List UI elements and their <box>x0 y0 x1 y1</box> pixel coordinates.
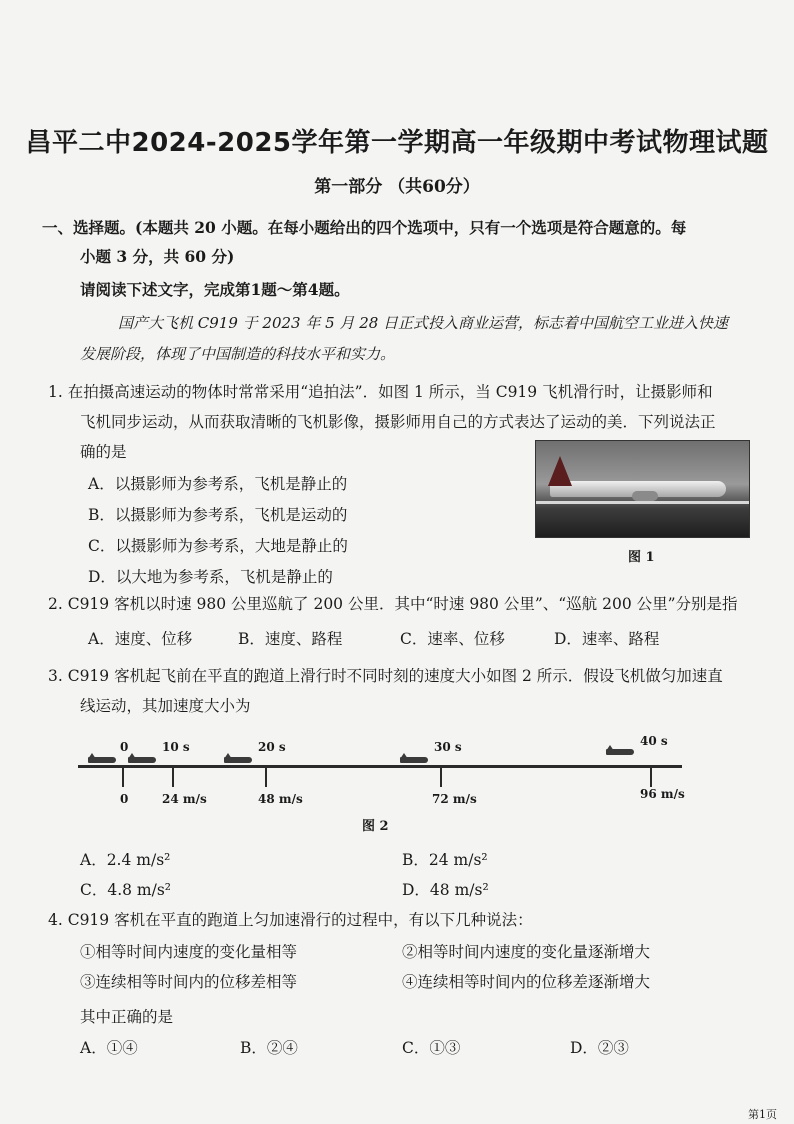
time-label-40: 40 s <box>640 734 668 748</box>
section-heading-line2: 小题 3 分，共 60 分) <box>80 247 235 266</box>
exam-title: 昌平二中2024-2025学年第一学期高一年级期中考试物理试题 <box>25 128 769 158</box>
figure2-label: 图 2 <box>362 819 389 834</box>
reading-instruction: 请阅读下述文字，完成第1题～第4题。 <box>80 280 350 299</box>
q4-statement-1: ①相等时间内速度的变化量相等 <box>80 943 298 961</box>
tick-10s <box>172 767 174 787</box>
section-heading-line1: 一、选择题。(本题共 20 小题。在每小题给出的四个选项中，只有一个选项是符合题意的。每 <box>42 218 687 237</box>
q2-stem: 2. C919 客机以时速 980 公里巡航了 200 公里．其中“时速 980 公里”、“巡航 200 公里”分别是指 <box>48 595 738 613</box>
q2-option-d: D．速率、路程 <box>554 630 660 648</box>
figure1-label: 图 1 <box>628 550 655 565</box>
q2-option-c: C．速率、位移 <box>400 630 505 648</box>
time-label-0: 0 <box>120 740 129 754</box>
speed-label-0: 0 <box>120 792 129 806</box>
speed-label-72: 72 m/s <box>432 792 477 806</box>
tick-40s <box>650 767 652 787</box>
tick-0s <box>122 767 124 787</box>
q3-stem-line2: 线运动，其加速度大小为 <box>80 697 251 715</box>
q3-option-b: B．24 m/s² <box>402 851 488 869</box>
q1-option-a: A．以摄影师为参考系，飞机是静止的 <box>88 475 348 493</box>
passage-line2: 发展阶段，体现了中国制造的科技水平和实力。 <box>80 345 396 363</box>
q1-stem-line3: 确的是 <box>80 443 127 461</box>
q3-stem-line1: 3. C919 客机起飞前在平直的跑道上滑行时不同时刻的速度大小如图 2 所示．假设飞机做匀加速直 <box>48 667 723 685</box>
speed-label-48: 48 m/s <box>258 792 303 806</box>
speed-label-24: 24 m/s <box>162 792 207 806</box>
q4-option-a: A．①④ <box>80 1039 138 1057</box>
q1-option-c: C．以摄影师为参考系，大地是静止的 <box>88 537 348 555</box>
passage-line1: 国产大飞机 C919 于 2023 年 5 月 28 日正式投入商业运营，标志着中国航空工业进入快速 <box>118 314 729 332</box>
q2-option-a: A．速度、位移 <box>88 630 193 648</box>
time-label-10: 10 s <box>162 740 190 754</box>
q3-option-c: C．4.8 m/s² <box>80 881 172 899</box>
speed-label-96: 96 m/s <box>640 787 685 801</box>
q4-option-b: B．②④ <box>240 1039 298 1057</box>
q4-statement-3: ③连续相等时间内的位移差相等 <box>80 973 298 991</box>
plane-icon-40s <box>604 745 636 756</box>
q4-stem: 4. C919 客机在平直的跑道上匀加速滑行的过程中，有以下几种说法： <box>48 911 533 929</box>
q4-option-d: D．②③ <box>570 1039 629 1057</box>
page-number: 第1页 <box>748 1108 777 1121</box>
airplane-photo <box>535 440 750 538</box>
q4-statement-4: ④连续相等时间内的位移差逐渐增大 <box>402 973 651 991</box>
q4-correct-prompt: 其中正确的是 <box>80 1008 174 1026</box>
q3-option-a: A．2.4 m/s² <box>80 851 171 869</box>
plane-icon-0s <box>86 753 118 764</box>
q4-statement-2: ②相等时间内速度的变化量逐渐增大 <box>402 943 651 961</box>
plane-icon-20s <box>222 753 254 764</box>
time-label-30: 30 s <box>434 740 462 754</box>
q1-stem-line2: 飞机同步运动，从而获取清晰的飞机影像，摄影师用自己的方式表达了运动的美．下列说法正 <box>80 413 716 431</box>
tick-30s <box>440 767 442 787</box>
plane-icon-30s <box>398 753 430 764</box>
tick-20s <box>265 767 267 787</box>
runway-track <box>78 765 682 768</box>
q1-stem-line1: 1. 在拍摄高速运动的物体时常常采用“追拍法”．如图 1 所示，当 C919 飞机滑行时，让摄影师和 <box>48 383 713 401</box>
q4-option-c: C．①③ <box>402 1039 461 1057</box>
plane-icon-10s <box>126 753 158 764</box>
q1-option-d: D．以大地为参考系，飞机是静止的 <box>88 568 333 586</box>
part-heading: 第一部分 （共60分） <box>314 177 480 197</box>
time-label-20: 20 s <box>258 740 286 754</box>
q1-option-b: B．以摄影师为参考系，飞机是运动的 <box>88 506 348 524</box>
q2-option-b: B．速度、路程 <box>238 630 343 648</box>
q3-option-d: D．48 m/s² <box>402 881 489 899</box>
